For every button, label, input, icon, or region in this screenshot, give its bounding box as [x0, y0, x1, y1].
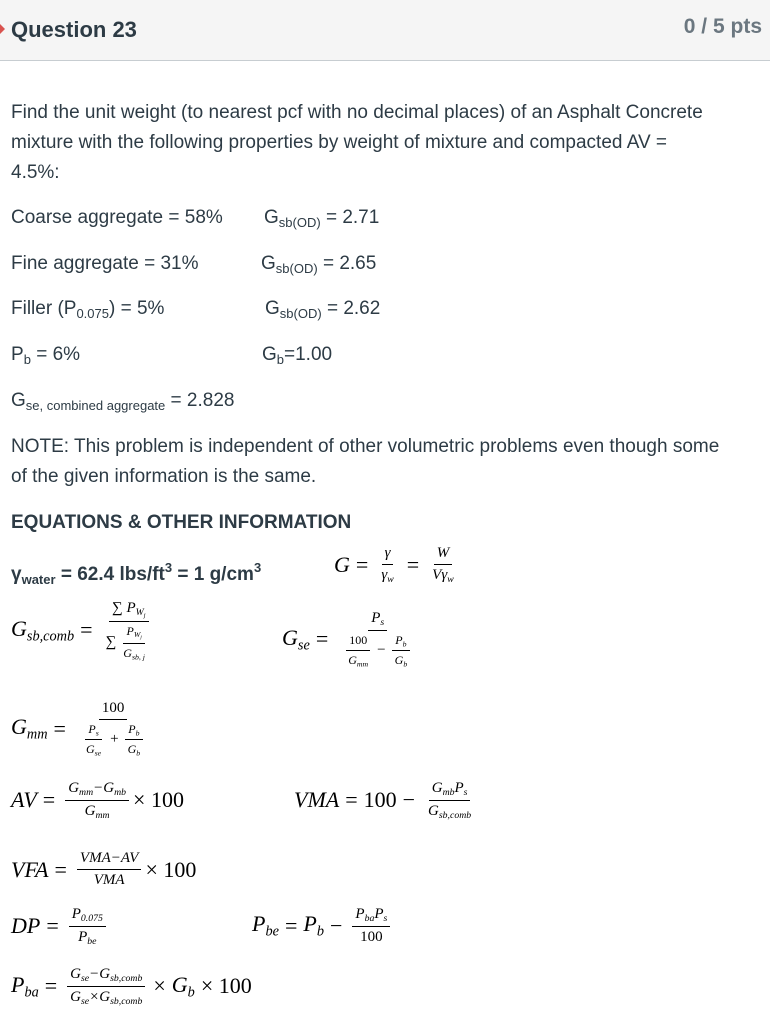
dust-proportion-equation: DP = $\frac{P_{0.075}}{P_{be}}$: [11, 906, 110, 947]
note-text: [11, 432, 761, 492]
pba-equation: $P_{ba}$ = $\frac{G_{se}-G_{sb,comb}}{G_{se}\times G_{sb,comb}}$ × $G_b$ × 100: [11, 966, 252, 1007]
air-voids-equation: AV = $\frac{G_{mm}-G_{mb}}{G_{mm}}$ × 100: [11, 780, 184, 821]
equations-heading: EQUATIONS & OTHER INFORMATION: [11, 512, 352, 533]
specific-gravity-equation: G = $\frac{\gamma}{\gamma_w}$ = $\frac{W}{V\gamma_w}$: [334, 545, 454, 585]
gse-combined-line: $G_{se, combined aggregate} = 2.828$: [11, 390, 235, 413]
vma-equation: VMA = 100 − $\frac{G_{mb}P_s}{G_{sb,comb}}$: [294, 780, 472, 821]
pbe-equation: $P_{be}$ = $P_b$ − $\frac{P_{ba}P_s}{100}$: [252, 906, 394, 946]
problem-statement: [11, 98, 761, 188]
problem-line: 4.5%:: [11, 162, 60, 183]
question-header: [0, 0, 770, 61]
question-title: Question 23: [11, 17, 137, 42]
note-line: NOTE: This problem is independent of other volumetric problems even though some: [11, 436, 720, 457]
filler-gsb: $G_{sb(OD)} = 2.62$: [265, 298, 381, 321]
question-marker-icon: [0, 24, 5, 34]
binder-content-label: $P_b = 6\%$: [11, 344, 81, 367]
fine-aggregate-label: Fine aggregate = 31%: [11, 253, 199, 274]
binder-gb: $G_b=1.00$: [262, 344, 333, 367]
vfa-equation: VFA = $\frac{\text{VMA−AV}}{\text{VMA}}$ × 100: [11, 850, 197, 888]
gsb-comb-equation: $G_{sb,comb}$ = ∑ $P_{W_j}$ ∑ $\frac{P_{W_j}}{G_{sb, j}}$: [11, 600, 159, 661]
coarse-aggregate-label: Coarse aggregate = 58%: [11, 207, 223, 228]
fine-aggregate-gsb: $G_{sb(OD)} = 2.65$: [261, 253, 377, 276]
coarse-aggregate-gsb: $G_{sb(OD)} = 2.71$: [264, 207, 380, 230]
gamma-water-line: $\gamma_{water} = 62.4$ lbs/$ft^3 = 1$ $g/cm^3$: [11, 560, 262, 587]
gse-equation: $G_{se}$ = $P_s$ $\frac{100}{G_{mm}}$ − $\frac{P_b}{G_b}$: [282, 610, 421, 669]
note-line: of the given information is the same.: [11, 466, 317, 487]
question-points: 0 / 5 pts: [683, 15, 762, 38]
problem-line: Find the unit weight (to nearest pcf with no decimal places) of an Asphalt Concrete: [11, 102, 703, 123]
problem-line: mixture with the following properties by weight of mixture and compacted AV =: [11, 132, 668, 153]
filler-label: Filler $(P_{0.075}) = 5\%$: [11, 298, 165, 321]
gmm-equation: $G_{mm}$ = 100 $\frac{P_s}{G_{se}}$ + $\frac{P_b}{G_b}$: [11, 700, 154, 758]
